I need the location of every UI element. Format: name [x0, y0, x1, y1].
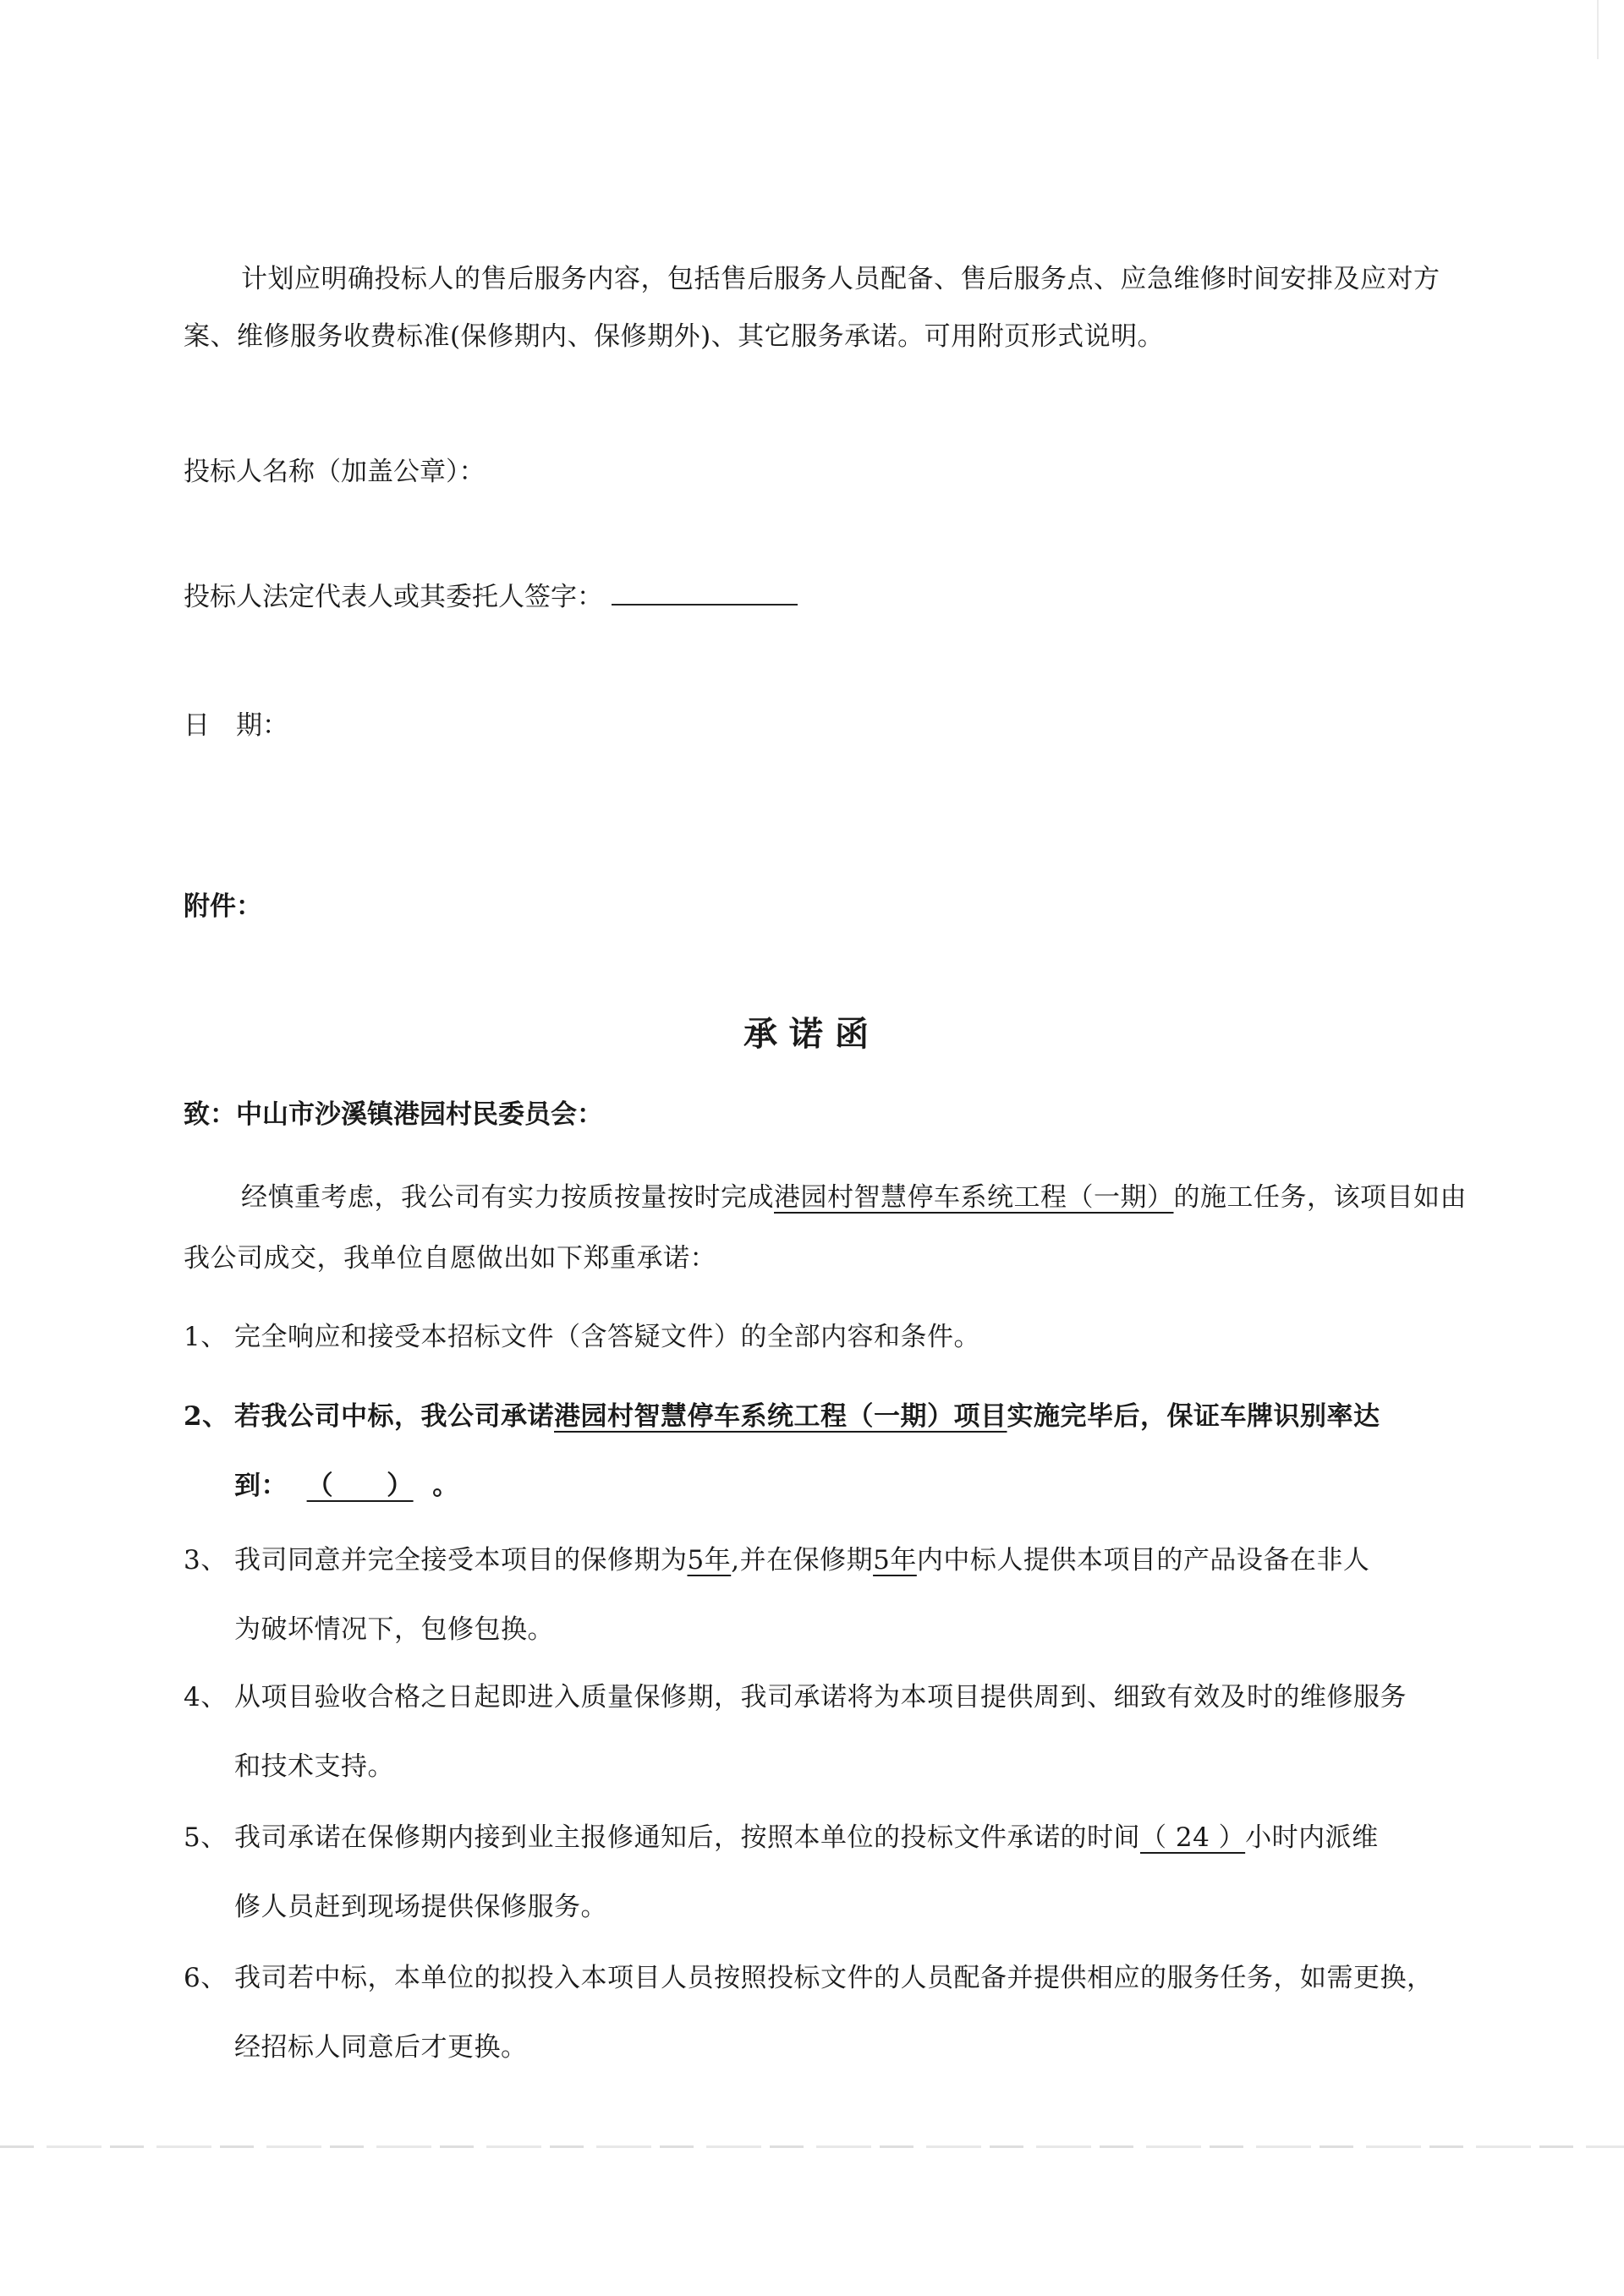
service-plan-paragraph: 计划应明确投标人的售后服务内容，包括售后服务人员配备、售后服务点、应急维修时间安排及应对方案、维修服务收费标准(保修期内、保修期外)、其它服务承诺。可用附页形式说明。: [184, 264, 1440, 352]
signature-row: [184, 580, 798, 614]
commitment-item-5: 5、 我司承诺在保修期内接到业主报修通知后，按照本单位的投标文件承诺的时间（ 24 ）小时内派维 修人员赶到现场提供保修服务。: [184, 1822, 1379, 1922]
scan-fold-line: [0, 2145, 1624, 2148]
signature-blank-line: [612, 580, 798, 606]
letter-intro: 经慎重考虑，我公司有实力按质按量按时完成港园村智慧停车系统工程（一期）的施工任务，该项目如由我公司成交，我单位自愿做出如下郑重承诺：: [184, 1182, 1467, 1274]
attachment-label: 附件：: [184, 891, 262, 922]
scan-artifact: [1597, 0, 1624, 59]
project-name: 港园村智慧停车系统工程（一期）: [774, 1182, 1174, 1213]
letter-addressee: 致：中山市沙溪镇港园村民委员会：: [184, 1099, 603, 1130]
commitment-item-6: 6、 我司若中标，本单位的拟投入本项目人员按照投标文件的人员配备并提供相应的服务任务，如需更换， 经招标人同意后才更换。: [184, 1963, 1434, 2063]
commitment-item-3: 3、 我司同意并完全接受本项目的保修期为5年,并在保修期5年内中标人提供本项目的产品设备在非人 为破坏情况下，包修包换。: [184, 1545, 1370, 1645]
commitment-item-1: 1、 完全响应和接受本招标文件（含答疑文件）的全部内容和条件。: [184, 1322, 980, 1352]
project-name: 港园村智慧停车系统工程（一期）项目: [554, 1401, 1007, 1432]
response-hours: （ 24 ）: [1140, 1822, 1246, 1853]
signature-label: 投标人法定代表人或其委托人签字：: [184, 582, 603, 612]
warranty-years: 5年: [687, 1545, 732, 1575]
date-label: 日 期：: [184, 710, 288, 741]
recognition-rate-blank: （ ）: [306, 1471, 414, 1501]
bidder-name-label: 投标人名称（加盖公章）：: [184, 457, 486, 487]
commitment-item-2: 2、 若我公司中标，我公司承诺港园村智慧停车系统工程（一期）项目实施完毕后，保证车牌识别率达 到： （ ） 。: [184, 1401, 1380, 1501]
letter-title: 承诺函: [743, 1014, 881, 1054]
warranty-years: 5年: [873, 1545, 917, 1575]
commitment-item-4: 4、 从项目验收合格之日起即进入质量保修期，我司承诺将为本项目提供周到、细致有效及时的维修服务 和技术支持。: [184, 1682, 1407, 1782]
